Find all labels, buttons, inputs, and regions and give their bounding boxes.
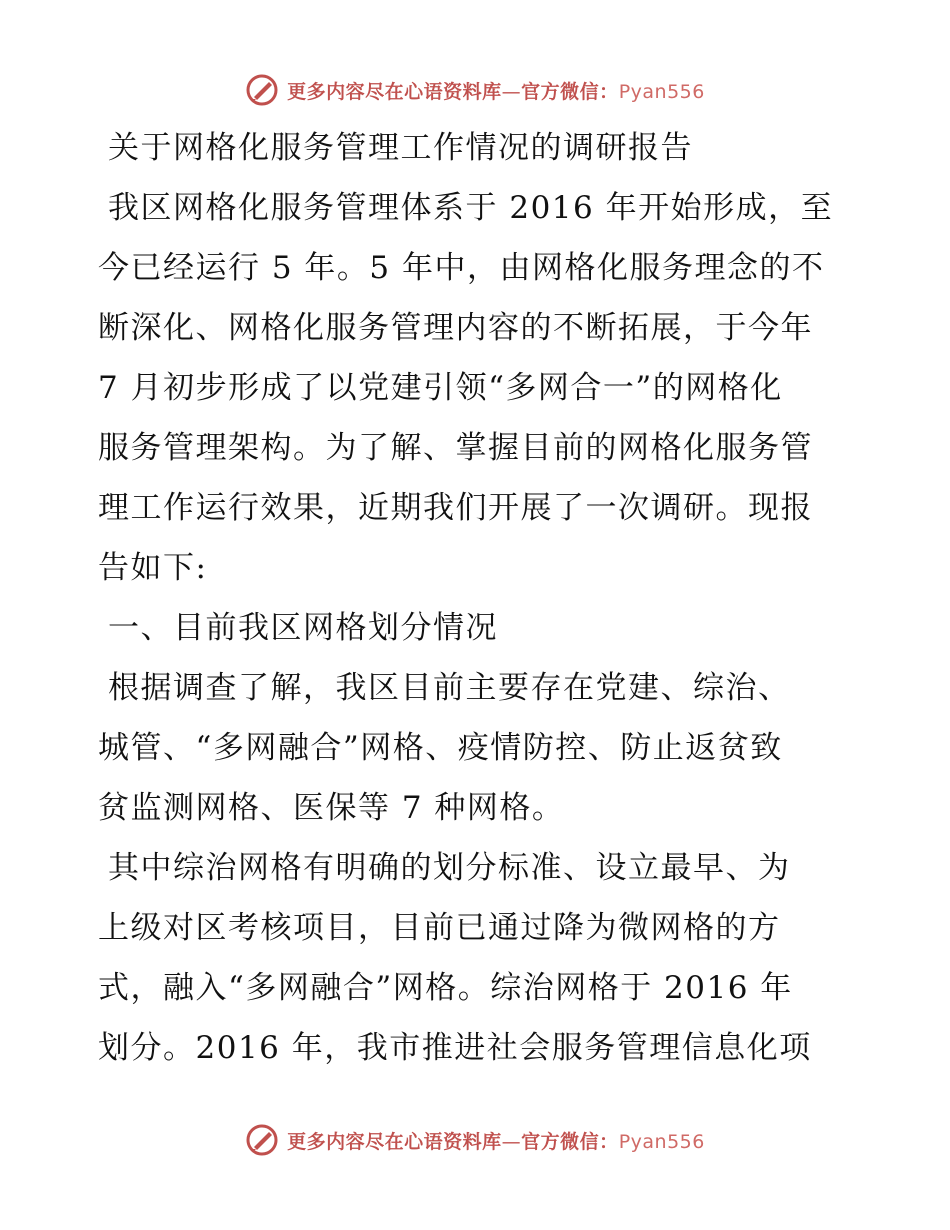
- watermark-text: [287, 1127, 705, 1154]
- paragraph-line: 其中综治网格有明确的划分标准、设立最早、为: [108, 850, 791, 886]
- watermark-account: Pyan556: [618, 1130, 705, 1153]
- paragraph-line: 断深化、网格化服务管理内容的不断拓展，于今年: [98, 310, 813, 346]
- paragraph-line: 上级对区考核项目，目前已通过降为微网格的方: [98, 910, 781, 946]
- watermark-footer: [0, 1120, 950, 1160]
- document-title: 关于网格化服务管理工作情况的调研报告: [108, 130, 693, 166]
- paragraph-line: 城管、“多网融合”网格、疫情防控、防止返贫致: [98, 730, 783, 766]
- watermark-logo-icon: [245, 73, 279, 107]
- watermark-contact-label: 官方微信：: [521, 80, 619, 103]
- paragraph: [98, 846, 848, 1070]
- paragraph-line: 划分。2016 年，我市推进社会服务管理信息化项: [98, 1030, 812, 1066]
- watermark-logo-icon: [245, 1123, 279, 1157]
- paragraph-line: 告如下:: [98, 550, 208, 586]
- watermark-text: [287, 77, 705, 104]
- paragraph-line: 理工作运行效果，近期我们开展了一次调研。现报: [98, 490, 813, 526]
- watermark-separator: —: [501, 1130, 522, 1153]
- section-heading: [98, 606, 848, 650]
- watermark-separator: —: [501, 80, 522, 103]
- paragraph: [98, 186, 848, 590]
- watermark-main-text: 更多内容尽在心语资料库: [287, 1130, 502, 1153]
- watermark-contact-label: 官方微信：: [521, 1130, 619, 1153]
- watermark-header: [0, 70, 950, 110]
- paragraph-line: 服务管理架构。为了解、掌握目前的网格化服务管: [98, 430, 813, 466]
- paragraph-line: 今已经运行 5 年。5 年中，由网格化服务理念的不: [98, 250, 825, 286]
- paragraph-line: 贫监测网格、医保等 7 种网格。: [98, 790, 565, 826]
- document-body: [98, 126, 848, 1070]
- paragraph-line: 我区网格化服务管理体系于 2016 年开始形成，至: [108, 190, 834, 226]
- watermark-main-text: 更多内容尽在心语资料库: [287, 80, 502, 103]
- paragraph: [98, 666, 848, 830]
- paragraph-line: 式，融入“多网融合”网格。综治网格于 2016 年: [98, 970, 793, 1006]
- section-heading-line: 一、目前我区网格划分情况: [108, 610, 498, 646]
- paragraph-line: 7 月初步形成了以党建引领“多网合一”的网格化: [98, 370, 783, 406]
- watermark-account: Pyan556: [618, 80, 705, 103]
- paragraph-line: 根据调查了解，我区目前主要存在党建、综治、: [108, 670, 791, 706]
